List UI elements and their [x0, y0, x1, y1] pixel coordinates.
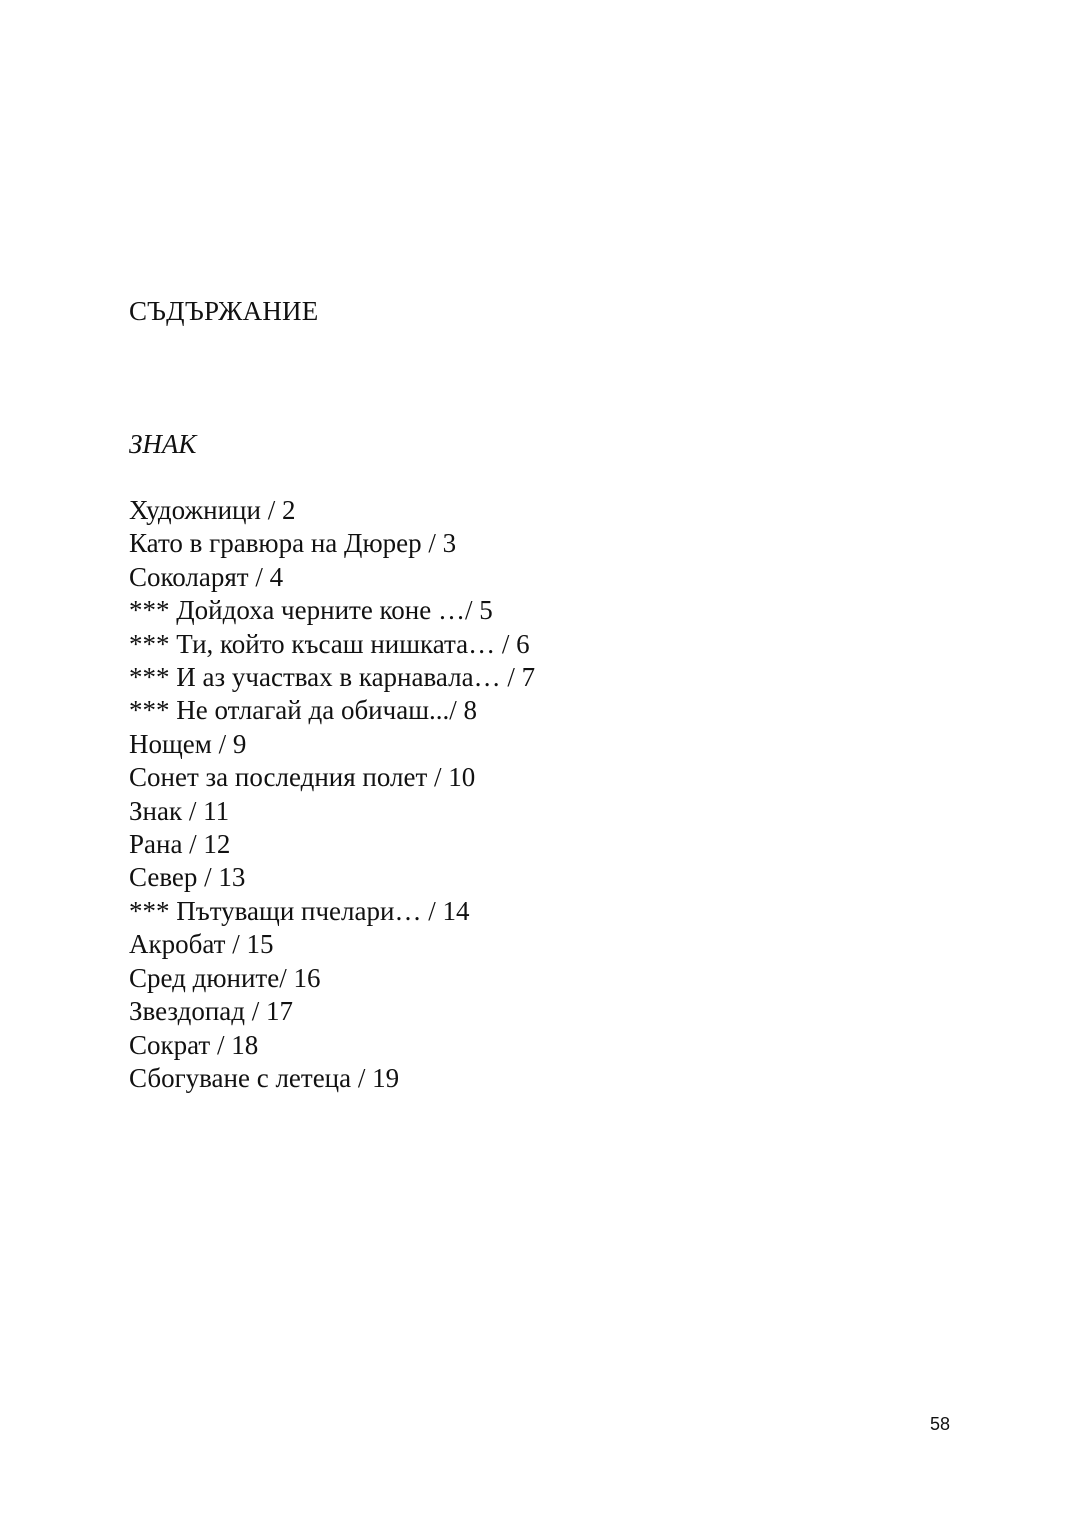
toc-entry: Акробат / 15	[129, 929, 274, 960]
toc-entry: Соколарят / 4	[129, 561, 284, 592]
toc-entry: Сред дюните/ 16	[129, 962, 321, 993]
section-title: ЗНАК	[129, 429, 197, 459]
toc-entry: Сократ / 18	[129, 1029, 259, 1060]
page-number: 58	[930, 1414, 951, 1434]
toc-entry: Сонет за последния полет / 10	[129, 762, 476, 793]
toc-entry: *** Ти, който късаш нишката… / 6	[129, 628, 530, 659]
toc-entry: *** Пътуващи пчелари… / 14	[129, 895, 470, 926]
toc-entry: Нощем / 9	[129, 728, 247, 759]
toc-entry: Сбогуване с летеца / 19	[129, 1062, 400, 1093]
toc-entry: *** И аз участвах в карнавала… / 7	[129, 662, 536, 693]
toc-entry: Звездопад / 17	[129, 996, 294, 1027]
toc-entry: Север / 13	[129, 862, 246, 893]
toc-entry: *** Не отлагай да обичаш.../ 8	[129, 695, 477, 726]
toc-entry: Рана / 12	[129, 829, 231, 860]
page-title: СЪДЪРЖАНИЕ	[129, 296, 319, 326]
table-of-contents	[129, 494, 535, 1095]
toc-entry: Като в гравюра на Дюрер / 3	[129, 528, 457, 559]
toc-entry: Знак / 11	[129, 795, 230, 826]
toc-entry: *** Дойдоха черните коне …/ 5	[129, 595, 493, 626]
toc-entry: Художници / 2	[129, 495, 296, 525]
